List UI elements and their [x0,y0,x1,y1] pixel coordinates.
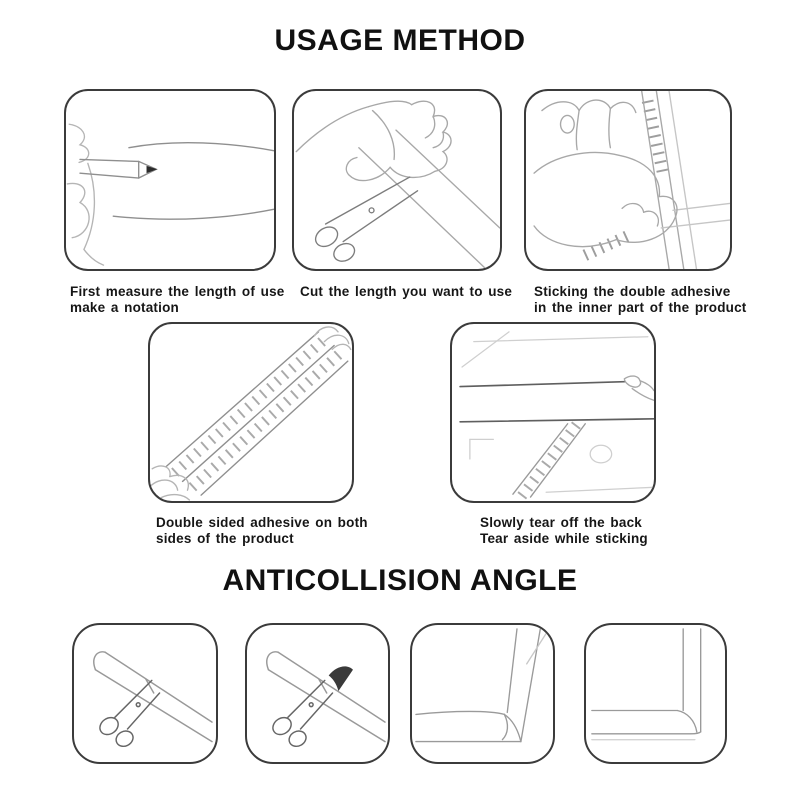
step-tear-panel [450,322,656,503]
usage-method-title: USAGE METHOD [274,24,526,57]
hand-pressing-adhesive-icon [526,91,730,269]
caption-line: First measure the length of use [70,284,285,299]
step-adhesive-caption [156,515,368,546]
caption-line: Cut the length you want to use [300,284,513,299]
step-stick-caption [534,284,747,315]
caption-line: sides of the product [156,530,294,546]
step-measure-panel [64,89,276,271]
scissors-cutting-corner-strip-icon [74,625,216,762]
strip-adhesive-both-sides-icon [150,324,352,501]
step-measure-caption [70,284,285,315]
corner-cut-panel [72,623,218,764]
strip-applied-on-corner-icon [586,625,725,762]
caption-line: in the inner part of the product [534,299,747,315]
caption-line: Sticking the double adhesive [534,284,731,299]
scissors-cutting-v-notch-icon [247,625,388,762]
anticollision-angle-title: ANTICOLLISION ANGLE [222,564,578,597]
caption-line: make a notation [70,299,179,315]
caption-line: Tear aside while sticking [480,530,648,546]
step-tear-caption [480,515,648,546]
step-cut-panel [292,89,502,271]
scissors-cutting-strip-icon [294,91,500,269]
pencil-marking-strip-icon [66,91,274,269]
step-cut-caption [300,284,512,300]
step-adhesive-panel [148,322,354,503]
corner-notch-panel [245,623,390,764]
corner-done-panel [584,623,727,764]
corner-bend-panel [410,623,555,764]
caption-line: Slowly tear off the back [480,515,642,530]
caption-line: Double sided adhesive on both [156,515,368,530]
strip-bending-around-corner-icon [412,625,553,762]
step-stick-panel [524,89,732,271]
tear-off-backing-icon [452,324,654,501]
